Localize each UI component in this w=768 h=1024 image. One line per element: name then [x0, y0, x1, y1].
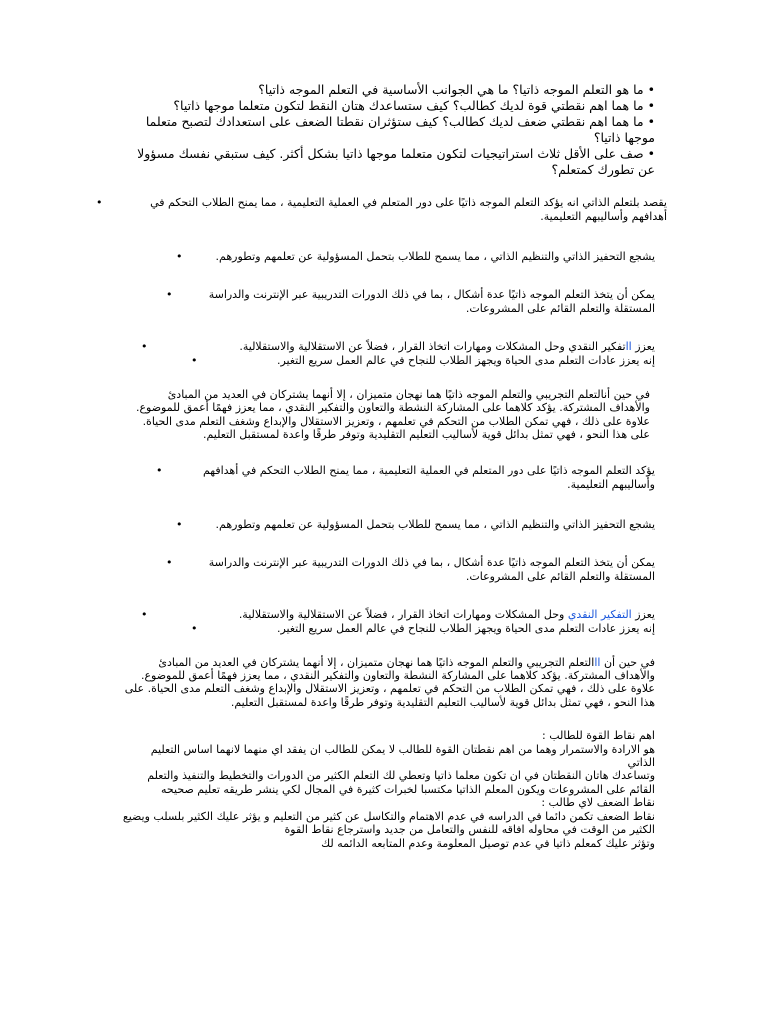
paragraph: في حين أنالتعلم التجريبي والتعلم الموجه ذاتيًا هما نهجان متميزان ، إلا أنهما يشتركان في العديد من المبادئ والأهداف المشتركة. يؤكد كلاهما على المشاركة النشطة والتعاون والتفكير النقدي ، مما يعزز فهمًا أعمق للموضوع. علاوة على ذلك ، فهي تمكن الطلاب من التحكم في تعلمهم ، وتعزيز الاستقلال والإبداع وشغف التعلم مدى الحياة. على هذا النحو ، فهي تمثل بدائل قوية لأساليب التعليم التقليدية وتوفر طرقًا واعدة لمستقبل التعليم. — [135, 388, 650, 442]
list-item: • يشجع التحفيز الذاتي والتنظيم الذاتي ، مما يسمح للطلاب بتحمل المسؤولية عن تعلمهم وتطورهم. — [176, 250, 655, 263]
list-item: • يعزز التفكير النقدي وحل المشكلات ومهارات اتخاذ القرار ، فضلاً عن الاستقلالية والاستقلالية. — [141, 607, 655, 621]
list-item: • يؤكد التعلم الموجه ذاتيًا على دور المتعلم في العملية التعليمية ، مما يمنح الطلاب التحكم في أهدافهم وأساليبهم التعليمية. — [156, 463, 655, 491]
weakness-text: نقاط الضعف تكمن دائما في الدراسه في عدم الاهتمام والتكاسل عن كثير من التعليم و يؤثر عليك الكثير بلسلب ويضيع الكثير من الوقت في محاوله افاقه للنفس والتعامل من جديد واسترجاع نقاط القوة — [122, 809, 655, 837]
weakness-heading: نقاط الضعف لاي طالب : — [541, 796, 655, 810]
bullet-icon: • — [176, 517, 183, 531]
weakness-effect-text: وتؤثر عليك كمعلم ذاتيا في عدم توصيل المعلومة وعدم المتابعه الدائمه لك — [321, 836, 655, 850]
bullet-icon: • — [191, 354, 198, 367]
bullet-icon: • — [141, 607, 148, 621]
question-item: •ما هما اهم نقطتي ضعف لديك كطالب؟ كيف ستؤثران نقطتا الضعف على استعدادك لتصبح متعلما موجها ذاتيا؟ — [145, 114, 655, 145]
bullet-icon: • — [166, 555, 173, 569]
question-item: •صف على الأقل ثلاث استراتيجيات لتكون متعلما موجها ذاتيا بشكل أكثر. كيف ستبقي نفسك مسؤولا عن تطورك كمتعلم؟ — [137, 146, 655, 177]
list-item: • يشجع التحفيز الذاتي والتنظيم الذاتي ، مما يسمح للطلاب بتحمل المسؤولية عن تعلمهم وتطورهم. — [176, 517, 655, 531]
list-item: • يمكن أن يتخذ التعلم الموجه ذاتيًا عدة أشكال ، بما في ذلك الدورات التدريبية عبر الإنترنت والدراسة المستقلة والتعلم القائم على المشروعات. — [166, 288, 655, 315]
list-item: • يعزز ااتفكير النقدي وحل المشكلات ومهارات اتخاذ القرار ، فضلاً عن الاستقلالية والاستقلالية. — [141, 340, 655, 353]
bullet-icon: • — [647, 98, 655, 113]
bullet-icon: • — [191, 621, 198, 635]
answer-block-1 — [96, 196, 667, 442]
document-page — [96, 82, 667, 850]
bullet-icon: • — [96, 196, 103, 209]
question-item: •ما هما اهم نقطتي قوة لديك كطالب؟ كيف ستساعدك هتان النقط لتكون متعلما موجها ذاتيا؟ — [173, 98, 655, 113]
bullet-icon: • — [647, 114, 655, 129]
bullet-icon: • — [647, 82, 655, 97]
strengths-text: هو الارادة والاستمرار وهما من اهم نقطتان القوة للطالب لا يمكن للطالب ان يفقد اي منهما لانهما اساس التعليم الذاتي — [150, 742, 655, 770]
questions-list — [120, 82, 655, 178]
strengths-heading: اهم نقاط القوة للطالب : — [542, 729, 655, 743]
bullet-icon: • — [141, 340, 148, 353]
bullet-icon: • — [156, 463, 163, 477]
bullet-icon: • — [647, 146, 655, 161]
strengths-help-text: وتساعدك هاتان النقطتان في ان تكون معلما ذاتيا وتعطي لك التعلم الكثير من الدورات والتخطيط والتنفيذ والتعلم القائم على المشروعات ويكون المعلم الذاتيا مكتسبا لخبرات كثيرة في المجال لكي ينشر طريقه تعليم صحيحه — [147, 769, 655, 796]
list-item: • إنه يعزز عادات التعلم مدى الحياة ويجهز الطلاب للنجاح في عالم العمل سريع التغير. — [191, 621, 655, 635]
list-item: • إنه يعزز عادات التعلم مدى الحياة ويجهز الطلاب للنجاح في عالم العمل سريع التغير. — [191, 354, 655, 367]
list-item: • يمكن أن يتخذ التعلم الموجه ذاتيًا عدة أشكال ، بما في ذلك الدورات التدريبية عبر الإنترنت والدراسة المستقلة والتعلم القائم على المشروعات. — [166, 555, 655, 583]
answers-section — [120, 729, 655, 850]
list-item: • يقصد بلتعلم الذاتي انه يؤكد التعلم الموجه ذاتيًا على دور المتعلم في العملية التعليمية ، مما يمنح الطلاب التحكم في أهدافهم وأساليبهم التعليمية. — [96, 196, 667, 223]
bullet-icon: • — [176, 250, 183, 263]
paragraph: في حين أن ااالتعلم التجريبي والتعلم الموجه ذاتيًا هما نهجان متميزان ، إلا أنهما يشتركان في العديد من المبادئ والأهداف المشتركة. يؤكد كلاهما على المشاركة النشطة والتعاون والتفكير النقدي ، مما يعزز فهمًا أعمق للموضوع. علاوة على ذلك ، فهي تمكن الطلاب من التحكم في تعلمهم ، وتعزيز الاستقلال والإبداع وشغف التعلم مدى الحياة. على هذا النحو ، فهي تمثل بدائل قوية لأساليب التعليم التقليدية وتوفر طرقًا واعدة لمستقبل التعليم. — [124, 655, 655, 709]
bullet-icon: • — [166, 288, 173, 301]
question-item: •ما هو التعلم الموجه ذاتيا؟ ما هي الجوانب الأساسية في التعلم الموجه ذاتيا؟ — [258, 82, 655, 97]
answer-block-2 — [120, 464, 655, 710]
